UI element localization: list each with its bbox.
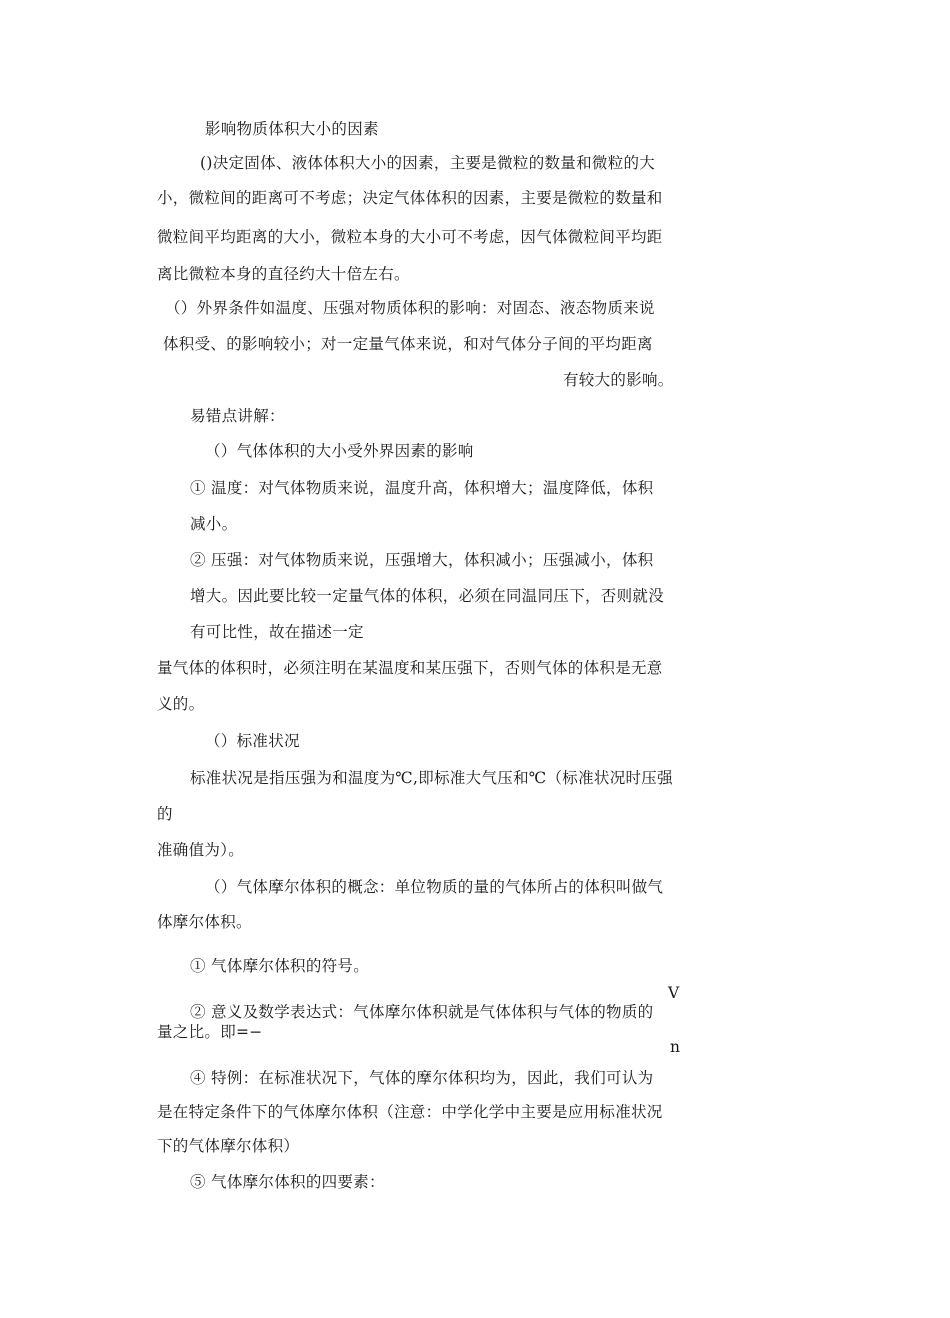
paragraph-line: 微粒间平均距离的大小，微粒本身的大小可不考虑，因气体微粒间平均距 <box>157 228 663 246</box>
subsection-heading: 易错点讲解： <box>190 407 285 425</box>
list-item: ① 气体摩尔体积的符号。 <box>190 957 370 975</box>
section-title: 影响物质体积大小的因素 <box>205 120 379 138</box>
paragraph-line: 准确值为）。 <box>157 841 245 859</box>
list-item: ⑤ 气体摩尔体积的四要素： <box>190 1173 385 1191</box>
paragraph-line: 的 <box>157 805 173 823</box>
formula-numerator: V <box>668 984 680 1002</box>
paragraph-line: 义的。 <box>157 695 205 713</box>
list-item: ② 意义及数学表达式：气体摩尔体积就是气体体积与气体的物质的 <box>190 1003 654 1021</box>
paragraph-line: 有较大的影响。 <box>563 371 674 389</box>
paragraph-line: 小，微粒间的距离可不考虑；决定气体体积的因素，主要是微粒的数量和 <box>157 189 663 207</box>
list-item: ④ 特例：在标准状况下，气体的摩尔体积均为，因此，我们可认为 <box>190 1069 654 1087</box>
paragraph-line: ()决定固体、液体体积大小的因素，主要是微粒的数量和微粒的大 <box>200 154 656 172</box>
list-item: ① 温度：对气体物质来说，温度升高，体积增大；温度降低，体积 <box>190 479 654 497</box>
paragraph-line: 有可比性，故在描述一定 <box>190 623 364 641</box>
list-item: ② 压强：对气体物质来说，压强增大，体积减小；压强减小，体积 <box>190 551 654 569</box>
paragraph-line: 增大。因此要比较一定量气体的体积，必须在同温同压下，否则就没 <box>190 587 665 605</box>
paragraph-line: （）标准状况 <box>205 732 300 750</box>
paragraph-line: 离比微粒本身的直径约大十倍左右。 <box>157 265 410 283</box>
paragraph-line: 标准状况是指压强为和温度为℃,即标准大气压和℃（标准状况时压强 <box>190 769 673 787</box>
paragraph-line: 是在特定条件下的气体摩尔体积（注意：中学化学中主要是应用标准状况 <box>157 1103 663 1121</box>
paragraph-line: （）气体摩尔体积的概念：单位物质的量的气体所占的体积叫做气 <box>205 878 664 896</box>
paragraph-line: （）外界条件如温度、压强对物质体积的影响：对固态、液态物质来说 <box>165 299 655 317</box>
paragraph-line: 量气体的体积时，必须注明在某温度和某压强下，否则气体的体积是无意 <box>157 659 663 677</box>
paragraph-line: （）气体体积的大小受外界因素的影响 <box>205 442 474 460</box>
paragraph-line: 量之比。即=− <box>157 1023 263 1041</box>
paragraph-line: 体积受、的影响较小；对一定量气体来说，和对气体分子间的平均距离 <box>163 335 653 353</box>
paragraph-line: 体摩尔体积。 <box>157 913 252 931</box>
paragraph-line: 下的气体摩尔体积） <box>157 1137 300 1155</box>
paragraph-line: 减小。 <box>190 515 238 533</box>
formula-denominator: n <box>670 1038 681 1056</box>
